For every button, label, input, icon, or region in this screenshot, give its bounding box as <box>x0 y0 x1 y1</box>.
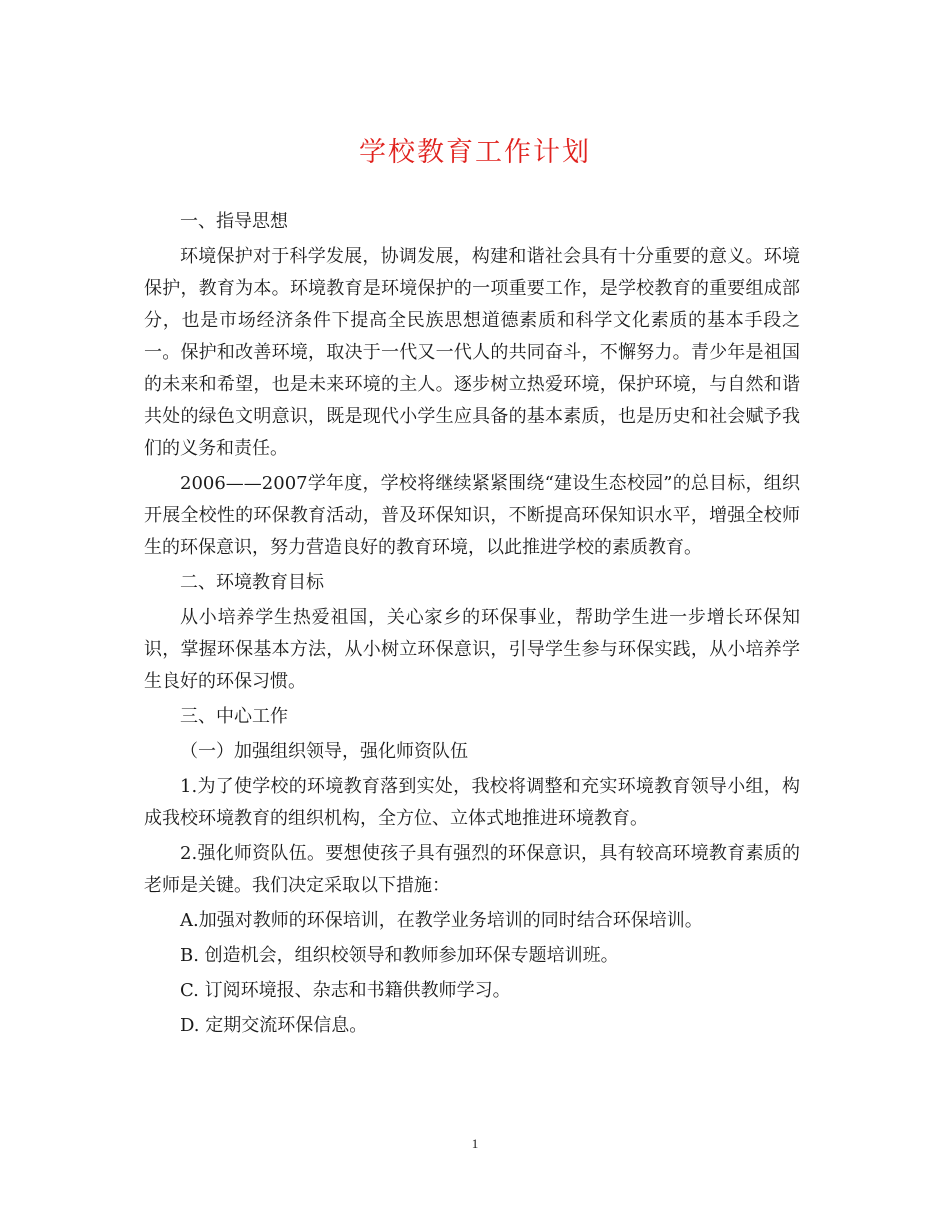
paragraph: 2006——2007学年度，学校将继续紧紧围绕“建设生态校园”的总目标，组织开展全校性的环保教育活动，普及环保知识，不断提高环保知识水平，增强全校师生的环保意识，努力营造良好的教育环境，以此推进学校的素质教育。 <box>144 473 800 558</box>
section-heading-guiding-ideology: 一、指导思想 <box>180 211 288 232</box>
subsection-heading-organization: （一）加强组织领导，强化师资队伍 <box>180 741 468 762</box>
paragraph: 2.强化师资队伍。要想使孩子具有强烈的环保意识，具有较高环境教育素质的老师是关键。我们决定采取以下措施： <box>144 843 800 896</box>
paragraph: 1.为了使学校的环境教育落到实处，我校将调整和充实环境教育领导小组，构成我校环境教育的组织机构，全方位、立体式地推进环境教育。 <box>144 776 800 829</box>
list-item: B. 创造机会，组织校领导和教师参加环保专题培训班。 <box>180 945 619 966</box>
section-heading-central-work: 三、中心工作 <box>180 706 288 727</box>
paragraph: 环境保护对于科学发展，协调发展，构建和谐社会具有十分重要的意义。环境保护，教育为本。环境教育是环境保护的一项重要工作，是学校教育的重要组成部分，也是市场经济条件下提高全民族思想道德素质和科学文化素质的基本手段之一。保护和改善环境，取决于一代又一代人的共同奋斗，不懈努力。青少年是祖国的未来和希望，也是未来环境的主人。逐步树立热爱环境，保护环境，与自然和谐共处的绿色文明意识，既是现代小学生应具备的基本素质，也是历史和社会赋予我们的义务和责任。 <box>144 246 800 459</box>
list-item: D. 定期交流环保信息。 <box>180 1015 368 1036</box>
page-number: 1 <box>471 1136 479 1151</box>
section-heading-education-goals: 二、环境教育目标 <box>180 572 324 593</box>
document-title: 学校教育工作计划 <box>359 137 591 168</box>
document-body <box>144 206 800 1045</box>
paragraph: 从小培养学生热爱祖国，关心家乡的环保事业，帮助学生进一步增长环保知识，掌握环保基本方法，从小树立环保意识，引导学生参与环保实践，从小培养学生良好的环保习惯。 <box>144 607 800 692</box>
list-item: A.加强对教师的环保培训，在教学业务培训的同时结合环保培训。 <box>180 910 703 931</box>
list-item: C. 订阅环境报、杂志和书籍供教师学习。 <box>180 980 511 1001</box>
